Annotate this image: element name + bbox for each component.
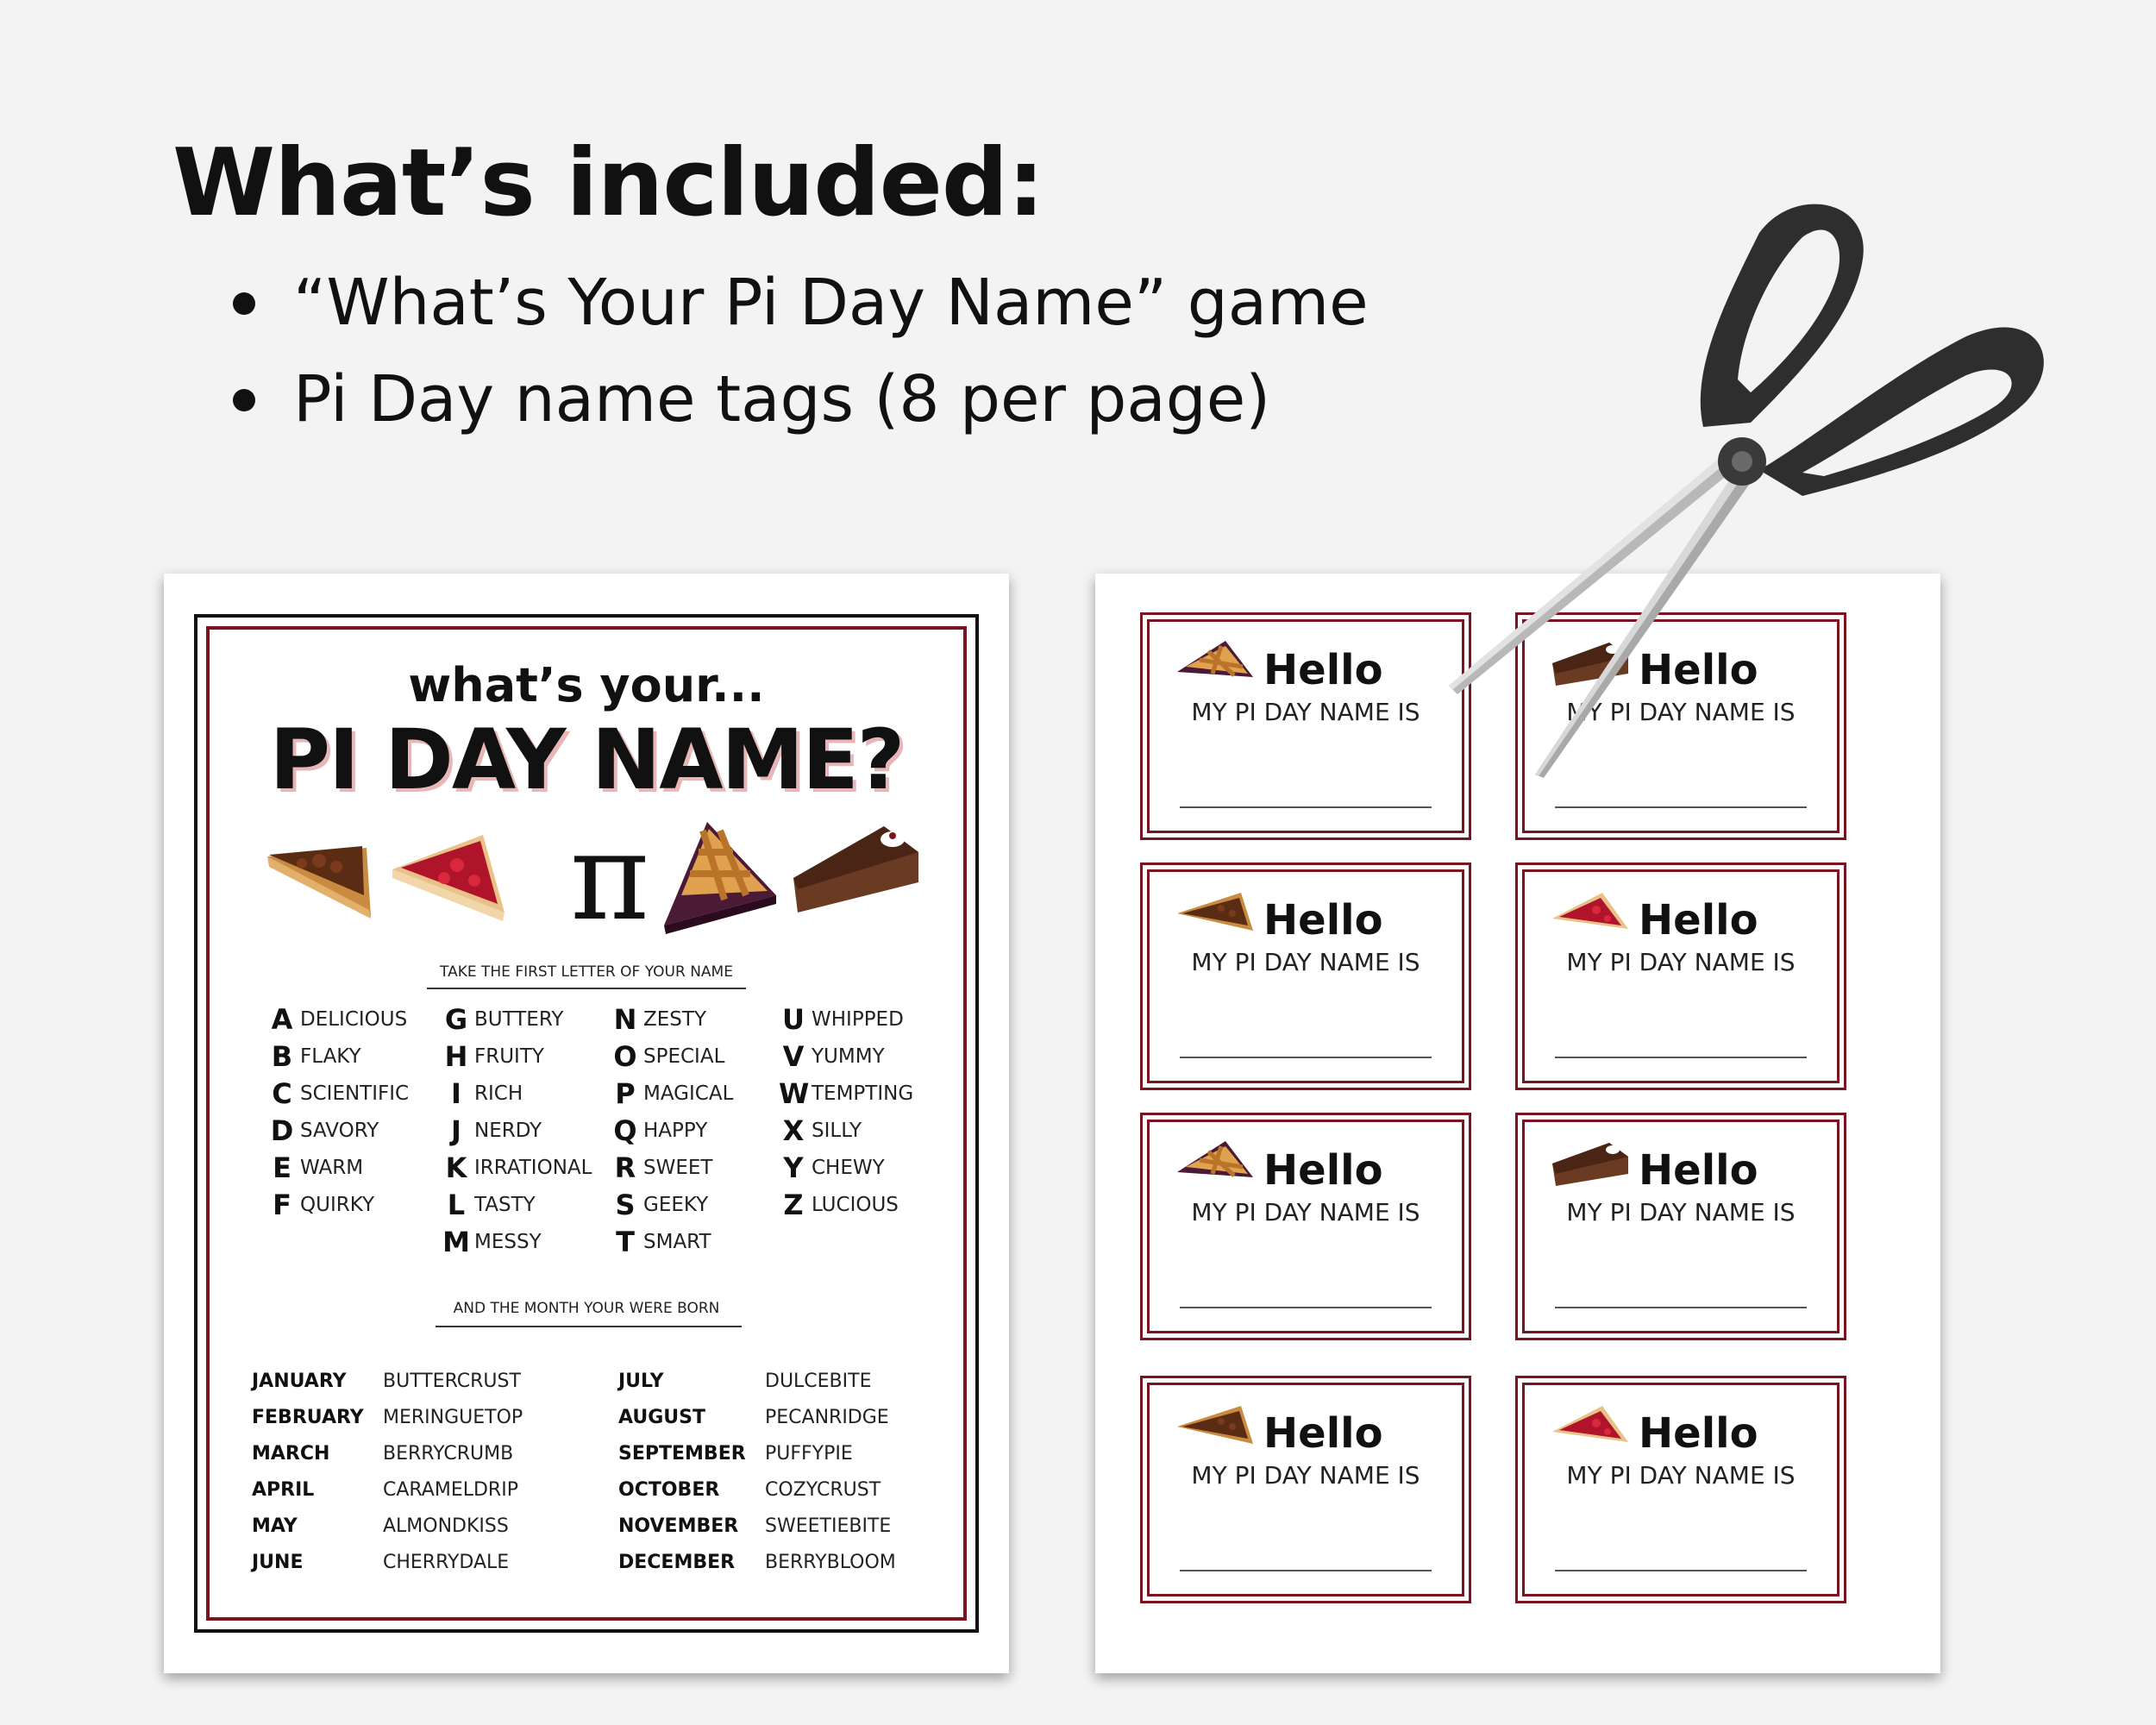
name-tag-hello: Hello [1263,1409,1383,1458]
name-tag [1140,862,1471,1090]
name-tag-border [1522,869,1839,1083]
letters-caption: TAKE THE FIRST LETTER OF YOUR NAME [440,963,733,981]
name-tag-hello: Hello [1263,896,1383,944]
month-row: OCTOBER COZYCRUST [618,1478,881,1501]
game-title: PI DAY NAME? [269,712,904,808]
letter-row: O SPECIAL [613,1039,725,1073]
pecan-pie-icon [1174,888,1257,948]
name-tag [1515,1113,1846,1340]
name-tag-border [1147,869,1464,1083]
letter-row: K IRRATIONAL [445,1151,592,1184]
cherry-pie-icon [384,813,513,943]
letter-row: J NERDY [451,1113,542,1147]
letter-row: M MESSY [442,1225,542,1258]
name-tag-hello: Hello [1639,896,1758,944]
name-tag-hello: Hello [1639,1409,1758,1458]
lattice-pie-icon [1174,1138,1257,1198]
name-write-line[interactable] [1555,1057,1807,1058]
included-list [233,254,1369,448]
caption-divider [436,1326,742,1327]
letter-row: C SCIENTIFIC [272,1076,410,1110]
name-write-line[interactable] [1180,1057,1432,1058]
name-write-line[interactable] [1180,1307,1432,1308]
name-tag-subtitle: MY PI DAY NAME IS [1566,1461,1796,1490]
name-tag-border [1522,1383,1839,1596]
letter-row: W TEMPTING [779,1076,914,1110]
month-row: AUGUST PECANRIDGE [618,1406,889,1428]
letter-column [442,1000,592,1260]
letter-row: B FLAKY [271,1039,361,1073]
month-column [252,1363,523,1580]
name-tag-hello: Hello [1263,646,1383,694]
letter-row: U WHIPPED [782,1002,904,1036]
page-headline: What’s included: [172,129,1044,237]
month-row: NOVEMBER SWEETIEBITE [618,1515,892,1537]
scissors-icon [1432,198,2053,802]
name-write-line[interactable] [1555,1307,1807,1308]
letter-row: R SWEET [614,1151,713,1184]
month-row: MAY ALMONDKISS [252,1515,509,1537]
letter-column [267,1000,409,1223]
cherry-pie-icon [1549,888,1632,948]
letter-row: F QUIRKY [273,1188,375,1221]
name-tag-border [1522,1120,1839,1333]
name-tag-border [1147,1120,1464,1333]
letter-row: N ZESTY [613,1002,706,1036]
chocolate-pie-icon [789,813,923,943]
letter-row: S GEEKY [615,1188,709,1221]
game-pretitle: what’s your... [408,658,765,712]
letter-row: P MAGICAL [615,1076,734,1110]
name-tag [1140,612,1471,840]
letter-row: L TASTY [447,1188,536,1221]
letter-row: X SILLY [782,1113,862,1147]
letter-row: V YUMMY [782,1039,885,1073]
letter-row: Z LUCIOUS [783,1188,899,1221]
name-tag-subtitle: MY PI DAY NAME IS [1191,1461,1420,1490]
name-tag-subtitle: MY PI DAY NAME IS [1566,1198,1796,1226]
name-tag-subtitle: MY PI DAY NAME IS [1191,1198,1420,1226]
name-tag-subtitle: MY PI DAY NAME IS [1566,698,1796,726]
included-item: “What’s Your Pi Day Name” game [233,254,1369,351]
included-item: Pi Day name tags (8 per page) [233,351,1369,448]
month-row: JULY DULCEBITE [618,1370,872,1392]
caption-divider [427,988,746,989]
month-row: FEBRUARY MERINGUETOP [252,1406,523,1428]
bullet-icon [233,292,255,315]
letter-column [779,1000,913,1223]
name-write-line[interactable] [1180,1570,1432,1571]
name-tag-hello: Hello [1263,1146,1383,1195]
letter-row: Q HAPPY [613,1113,708,1147]
month-row: JUNE CHERRYDALE [252,1551,510,1573]
game-sheet [164,574,1009,1673]
lattice-pie-icon [1174,637,1257,698]
name-write-line[interactable] [1180,806,1432,808]
name-tag-hello: Hello [1639,1146,1758,1195]
name-tag [1515,862,1846,1090]
name-tag-hello: Hello [1639,646,1758,694]
pi-symbol: π [569,807,649,948]
letter-row: H FRUITY [444,1039,544,1073]
letter-row: E WARM [273,1151,364,1184]
name-tag-subtitle: MY PI DAY NAME IS [1191,948,1420,976]
chocolate-pie-icon [1549,1138,1632,1198]
letter-row: I RICH [451,1076,523,1110]
pecan-pie-icon [250,813,379,943]
pie-illustrations [250,807,923,948]
month-row: DECEMBER BERRYBLOOM [618,1551,896,1573]
name-tag-subtitle: MY PI DAY NAME IS [1191,698,1420,726]
name-tag-border [1147,619,1464,833]
month-column [618,1363,896,1580]
lattice-pie-icon [655,813,785,943]
name-write-line[interactable] [1555,806,1807,808]
name-tag [1140,1376,1471,1603]
name-tag-border [1147,1383,1464,1596]
name-tag [1515,1376,1846,1603]
month-row: MARCH BERRYCRUMB [252,1442,514,1465]
letter-row: Y CHEWY [783,1151,885,1184]
months-caption: AND THE MONTH YOUR WERE BORN [453,1300,720,1317]
letter-row: A DELICIOUS [271,1002,408,1036]
letter-row: D SAVORY [270,1113,379,1147]
pecan-pie-icon [1174,1401,1257,1461]
name-write-line[interactable] [1555,1570,1807,1571]
letter-row: G BUTTERY [444,1002,564,1036]
name-tag [1140,1113,1471,1340]
cherry-pie-icon [1549,1401,1632,1461]
letter-row: T SMART [616,1225,711,1258]
letter-column [611,1000,733,1260]
name-tag-subtitle: MY PI DAY NAME IS [1566,948,1796,976]
month-row: JANUARY BUTTERCRUST [252,1370,521,1392]
month-row: SEPTEMBER PUFFYPIE [618,1442,853,1465]
month-row: APRIL CARAMELDRIP [252,1478,518,1501]
bullet-icon [233,389,255,411]
